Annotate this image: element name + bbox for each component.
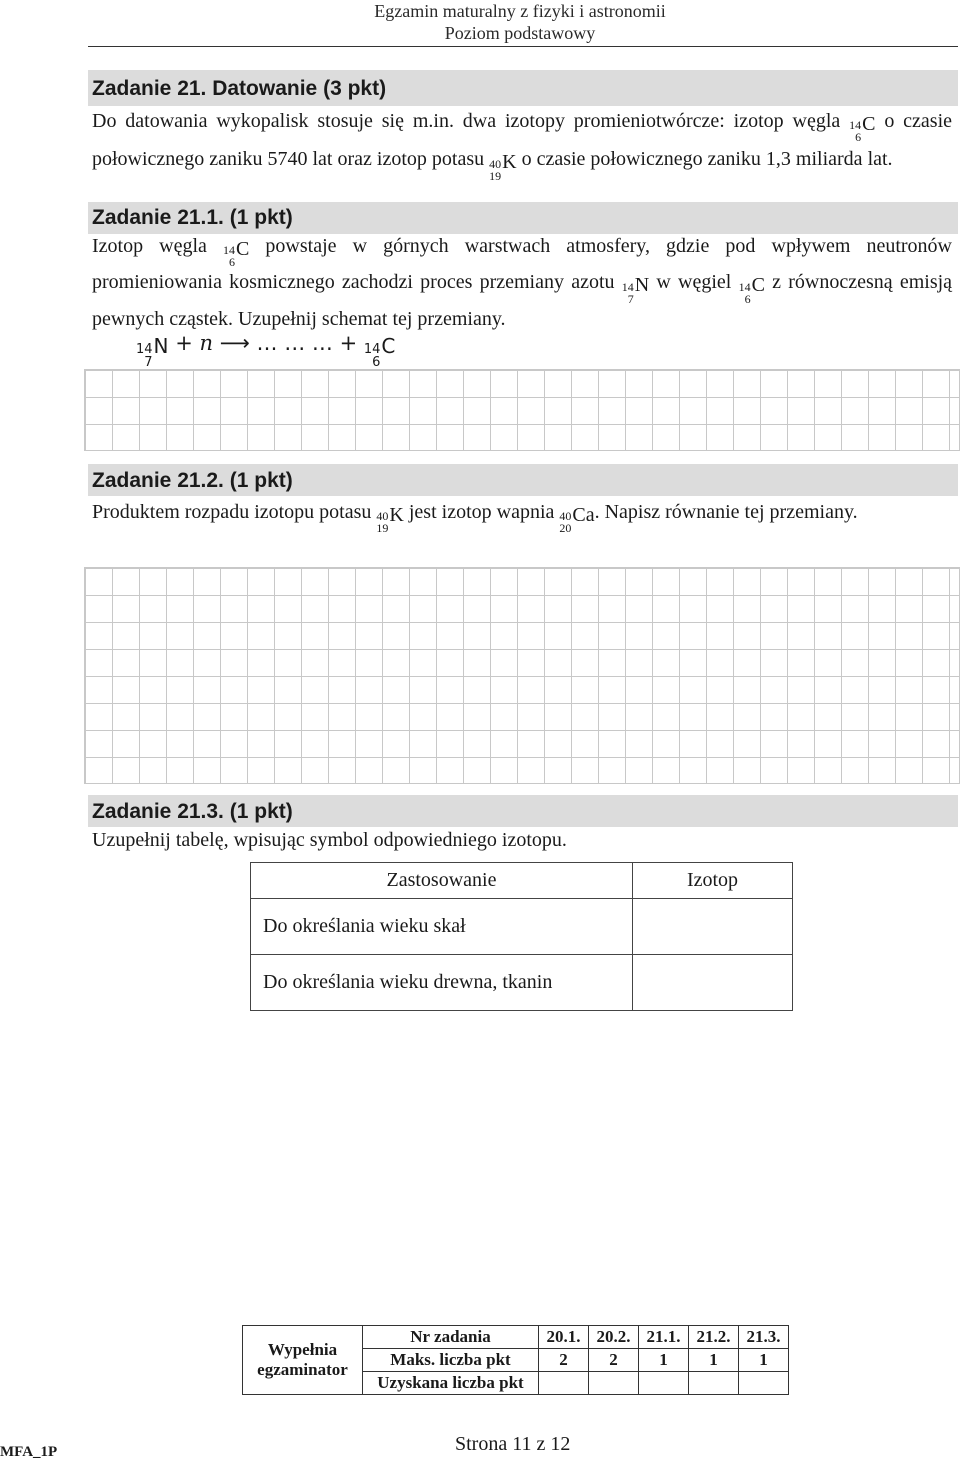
nitrogen14-nuclide: 14 7 N (136, 334, 169, 370)
calcium40-nuclide: 40 20 Ca (559, 504, 595, 536)
row-label-obtained-points: Uzyskana liczba pkt (363, 1372, 539, 1395)
answer-grid-21-2[interactable] (84, 567, 960, 784)
obtained-points-cell[interactable] (539, 1372, 589, 1395)
plus-sign: + (339, 331, 358, 355)
exam-title: Egzamin maturalny z fizyki i astronomii (374, 1, 666, 21)
carbon14-nuclide: 14 6 C (363, 334, 396, 370)
task21-title: Zadanie 21. Datowanie (3 pkt) (92, 77, 387, 100)
obtained-points-cell[interactable] (639, 1372, 689, 1395)
task21-2-text: Produktem rozpadu izotopu potasu 40 19 K jest izotop wapnia 40 20 Ca. Napisz równanie tej przemiany. (92, 501, 858, 536)
application-cell: Do określania wieku drewna, tkanin (251, 955, 633, 1011)
obtained-points-cell[interactable] (589, 1372, 639, 1395)
column-header-isotope: Izotop (633, 863, 793, 899)
max-points-cell: 1 (739, 1349, 789, 1372)
task-number-cell: 21.3. (739, 1326, 789, 1349)
task-number-cell: 21.2. (689, 1326, 739, 1349)
task-number-cell: 20.2. (589, 1326, 639, 1349)
obtained-points-cell[interactable] (739, 1372, 789, 1395)
header-divider (88, 46, 958, 47)
carbon14-nuclide: 14 6 C (738, 274, 765, 306)
row-label-max-points: Maks. liczba pkt (363, 1349, 539, 1372)
answer-grid-21-1[interactable] (84, 369, 960, 451)
page-number: Strona 11 z 12 (455, 1433, 571, 1455)
task-number-cell: 20.1. (539, 1326, 589, 1349)
exam-code: MFA_1P (0, 1444, 58, 1460)
score-table (242, 1325, 789, 1395)
table-row (251, 955, 793, 1011)
obtained-points-cell[interactable] (689, 1372, 739, 1395)
max-points-cell: 1 (639, 1349, 689, 1372)
table-row (251, 899, 793, 955)
carbon14-nuclide: 14 6 C (849, 113, 876, 145)
isotope-answer-cell[interactable] (633, 899, 793, 955)
carbon14-nuclide: 14 6 C (223, 238, 250, 270)
isotope-answer-cell[interactable] (633, 955, 793, 1011)
page-header (360, 0, 680, 44)
nitrogen14-nuclide: 14 7 N (621, 274, 650, 306)
potassium40-nuclide: 40 19 K (489, 151, 517, 183)
max-points-cell: 2 (589, 1349, 639, 1372)
neutron-symbol: n (199, 331, 214, 355)
task21-1-text: Izotop węgla 14 6 C powstaje w górnych warstwach atmosfery, gdzie pod wpływem neutronów promieniowania kosmicznego zachodzi proces przemiany azotu 14 7 N w węgiel 14 6 C z równoczesną emisją pewnych cząstek. Uzupełnij schemat tej przemiany. (92, 235, 953, 330)
max-points-cell: 1 (689, 1349, 739, 1372)
reaction-arrow: ⟶ (219, 331, 250, 355)
task21-3-instruction: Uzupełnij tabelę, wpisując symbol odpowiedniego izotopu. (92, 829, 567, 851)
plus-sign: + (175, 331, 193, 355)
isotope-table (250, 862, 793, 1011)
examiner-label: Wypełnia egzaminator (243, 1326, 363, 1395)
task21-intro: Do datowania wykopalisk stosuje się m.in. dwa izotopy promieniotwórcze: izotop węgla 14 6 C o czasie połowicznego zaniku 5740 lat oraz izotop potasu 40 19 K o czasie połowicznego zaniku 1,3 miliarda lat. (92, 110, 953, 183)
reaction-scheme (136, 328, 395, 369)
task21-2-title: Zadanie 21.2. (1 pkt) (92, 469, 293, 492)
exam-level: Poziom podstawowy (444, 23, 596, 43)
application-cell: Do określania wieku skał (251, 899, 633, 955)
task21-1-title: Zadanie 21.1. (1 pkt) (92, 206, 293, 229)
column-header-application: Zastosowanie (251, 863, 633, 899)
row-label-task-number: Nr zadania (363, 1326, 539, 1349)
max-points-cell: 2 (539, 1349, 589, 1372)
answer-blank[interactable]: … … … (256, 331, 333, 355)
task-number-cell: 21.1. (639, 1326, 689, 1349)
potassium40-nuclide: 40 19 K (376, 504, 404, 536)
task21-3-title: Zadanie 21.3. (1 pkt) (92, 800, 293, 823)
